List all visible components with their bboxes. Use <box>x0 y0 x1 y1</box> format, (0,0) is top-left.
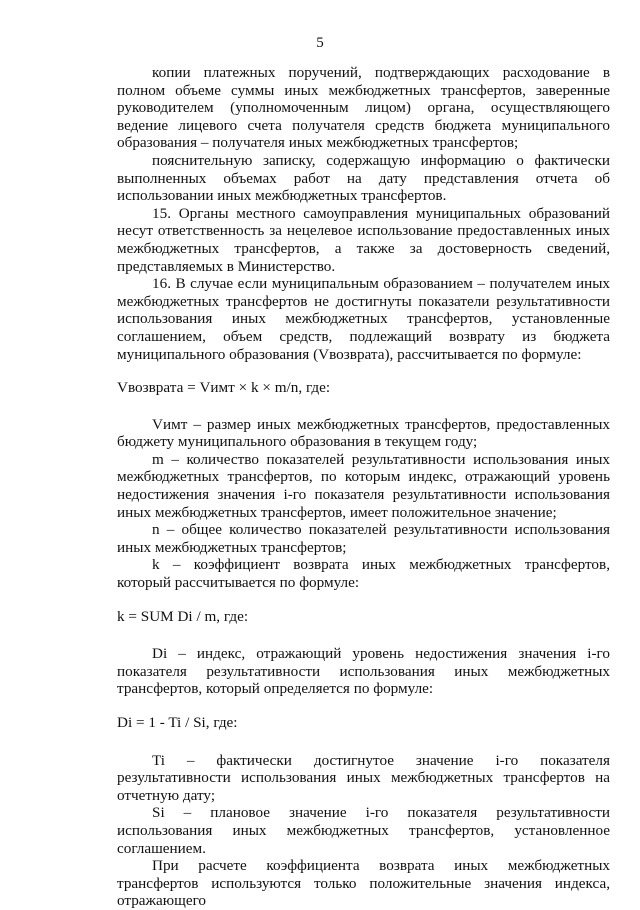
definition-n: n – общее количество показателей результативности использования иных межбюджетных трансфертов; <box>117 521 610 556</box>
paragraph-explanatory-note: пояснительную записку, содержащую информацию о фактически выполненных объемах работ на дату представления отчета об использовании иных межбюджетных трансфертов. <box>117 151 610 205</box>
definition-m: m – количество показателей результативности использования иных межбюджетных трансфертов, по которым индекс, отражающий уровень недостижения значения i-го показателя результативности использования иных межбюджетных трансфертов, имеет положительное значение; <box>117 450 610 521</box>
definition-ti: Ti – фактически достигнутое значение i-го показателя результативности использования иных межбюджетных трансфертов на отчетную дату; <box>117 751 610 804</box>
paragraph-positive-values: При расчете коэффициента возврата иных межбюджетных трансфертов используются только положительные значения индекса, отражающего <box>117 857 610 910</box>
definition-vimt: Vимт – размер иных межбюджетных трансфертов, предоставленных бюджету муниципального образования в текущем году; <box>117 415 610 451</box>
formula-di: Di = 1 - Ti / Si, где: <box>117 714 238 731</box>
page-number: 5 <box>316 35 324 51</box>
definition-si: Si – плановое значение i-го показателя результативности использования иных межбюджетных трансфертов, установленное соглашением. <box>117 804 610 857</box>
paragraph-item-15: 15. Органы местного самоуправления муниципальных образований несут ответственность за нецелевое использование предоставленных иных межбюджетных трансфертов, а также за достоверность сведений, представляемых в Министерство. <box>117 204 610 275</box>
paragraph-payment-orders: копии платежных поручений, подтверждающих расходование в полном объеме суммы иных межбюджетных трансфертов, заверенные руководителем (уполномоченным лицом) органа, осуществляющего ведение лицевого счета получателя средств бюджета муниципального образования – получателя иных межбюджетных трансфертов; <box>117 64 610 152</box>
paragraph-item-16: 16. В случае если муниципальным образованием – получателем иных межбюджетных трансфертов не достигнуты показатели результативности использования иных межбюджетных трансфертов, установленные соглашением, объем средств, подлежащий возврату из бюджета муниципального образования (Vвозврата), рассчитывается по формуле: <box>117 275 610 363</box>
formula-k: k = SUM Di / m, где: <box>117 607 249 625</box>
definition-k: k – коэффициент возврата иных межбюджетных трансфертов, который рассчитывается по формуле: <box>117 556 610 592</box>
definition-di: Di – индекс, отражающий уровень недостижения значения i-го показателя результативности использования иных межбюджетных трансфертов, который определяется по формуле: <box>117 645 610 698</box>
document-body <box>117 64 610 910</box>
formula-return-volume: Vвозврата = Vимт × k × m/n, где: <box>117 379 331 397</box>
